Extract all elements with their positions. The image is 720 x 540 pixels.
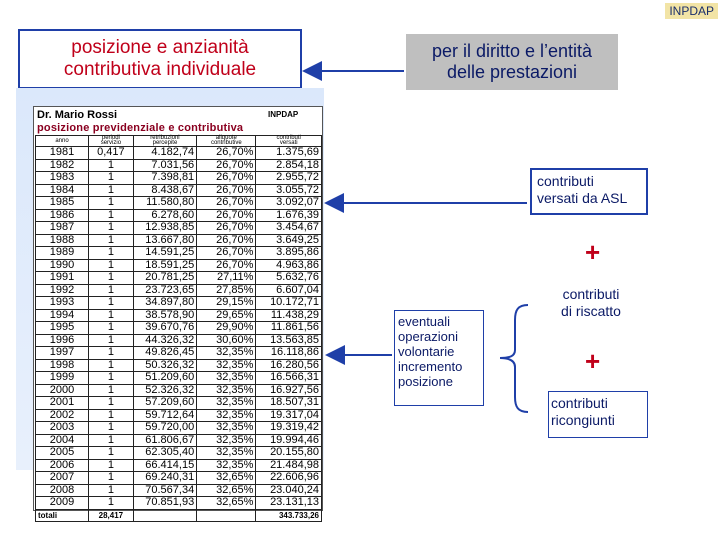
period-cell: 1	[89, 284, 134, 297]
contribution-cell: 23.040,24	[256, 484, 322, 497]
column-header-line2: contributive	[210, 140, 242, 146]
salary-cell: 44.326,32	[133, 334, 196, 347]
period-cell: 1	[89, 297, 134, 310]
rate-cell: 29,90%	[197, 322, 256, 335]
contribution-cell: 2.955,72	[256, 172, 322, 185]
salary-cell: 8.438,67	[133, 184, 196, 197]
rate-cell: 32,35%	[197, 347, 256, 360]
contribution-cell: 21.484,98	[256, 459, 322, 472]
totals-contrib: 343.733,26	[256, 509, 322, 522]
salary-cell: 23.723,65	[133, 284, 196, 297]
period-cell: 1	[89, 184, 134, 197]
salary-cell: 38.578,90	[133, 309, 196, 322]
year-cell: 1995	[36, 322, 89, 335]
period-cell: 1	[89, 384, 134, 397]
column-header-line1: retribuzioni	[150, 135, 180, 141]
volontarie-line: operazioni	[398, 329, 458, 344]
period-cell: 1	[89, 422, 134, 435]
rate-cell: 32,35%	[197, 359, 256, 372]
salary-cell: 6.278,60	[133, 209, 196, 222]
year-cell: 2006	[36, 459, 89, 472]
salary-cell: 12.938,85	[133, 222, 196, 235]
rate-cell: 27,11%	[197, 272, 256, 285]
contribution-cell: 6.607,04	[256, 284, 322, 297]
contribution-cell: 3.454,67	[256, 222, 322, 235]
period-cell: 1	[89, 234, 134, 247]
period-cell: 1	[89, 309, 134, 322]
year-cell: 1983	[36, 172, 89, 185]
period-cell: 1	[89, 447, 134, 460]
year-cell: 2002	[36, 409, 89, 422]
year-cell: 2009	[36, 497, 89, 510]
rate-cell: 26,70%	[197, 222, 256, 235]
contribution-cell: 16.566,31	[256, 372, 322, 385]
rate-cell: 32,35%	[197, 447, 256, 460]
contribution-cell: 3.092,07	[256, 197, 322, 210]
rate-cell: 32,35%	[197, 434, 256, 447]
column-header-line1: contributi	[276, 135, 301, 141]
period-cell: 1	[89, 359, 134, 372]
salary-cell: 70.567,34	[133, 484, 196, 497]
contribution-cell: 11.861,56	[256, 322, 322, 335]
period-cell: 1	[89, 434, 134, 447]
year-cell: 1994	[36, 309, 89, 322]
year-cell: 1982	[36, 159, 89, 172]
inpdap-corner-tag: INPDAP	[665, 3, 718, 19]
salary-cell: 13.667,80	[133, 234, 196, 247]
period-cell: 1	[89, 347, 134, 360]
rate-cell: 32,35%	[197, 384, 256, 397]
salary-cell: 59.720,00	[133, 422, 196, 435]
year-cell: 1984	[36, 184, 89, 197]
year-cell: 2003	[36, 422, 89, 435]
salary-cell: 66.414,15	[133, 459, 196, 472]
salary-cell: 62.305,40	[133, 447, 196, 460]
year-cell: 2007	[36, 472, 89, 485]
contribution-cell: 1.375,69	[256, 147, 322, 160]
contribution-cell: 16.927,56	[256, 384, 322, 397]
sheet-subtitle: posizione previdenziale e contributiva	[37, 122, 244, 134]
period-cell: 1	[89, 497, 134, 510]
column-header-line1: anno	[55, 137, 69, 144]
year-cell: 1985	[36, 197, 89, 210]
salary-cell: 57.209,60	[133, 397, 196, 410]
contribution-cell: 19.994,46	[256, 434, 322, 447]
year-cell: 1991	[36, 272, 89, 285]
rate-cell: 32,35%	[197, 397, 256, 410]
year-cell: 1988	[36, 234, 89, 247]
volontarie-line: volontarie	[398, 344, 455, 359]
contribution-cell: 18.507,31	[256, 397, 322, 410]
rate-cell: 26,70%	[197, 259, 256, 272]
year-cell: 1996	[36, 334, 89, 347]
period-cell: 1	[89, 459, 134, 472]
contribution-cell: 10.172,71	[256, 297, 322, 310]
period-cell: 1	[89, 322, 134, 335]
period-cell: 1	[89, 159, 134, 172]
contribution-cell: 13.563,85	[256, 334, 322, 347]
contribution-cell: 1.676,39	[256, 209, 322, 222]
contribution-cell: 3.055,72	[256, 184, 322, 197]
plus-sign-2: +	[585, 346, 601, 376]
curly-brace-icon	[500, 305, 528, 412]
period-cell: 1	[89, 172, 134, 185]
year-cell: 2000	[36, 384, 89, 397]
contribution-cell: 3.895,86	[256, 247, 322, 260]
rate-cell: 26,70%	[197, 184, 256, 197]
salary-cell: 14.591,25	[133, 247, 196, 260]
column-header-line1: periodi	[101, 135, 120, 141]
salary-cell: 70.851,93	[133, 497, 196, 510]
period-cell: 1	[89, 484, 134, 497]
rate-cell: 29,15%	[197, 297, 256, 310]
box-asl-line1: contributi	[537, 173, 594, 189]
contribution-cell: 3.649,25	[256, 234, 322, 247]
salary-cell: 52.326,32	[133, 384, 196, 397]
year-cell: 2008	[36, 484, 89, 497]
year-cell: 1986	[36, 209, 89, 222]
year-cell: 2001	[36, 397, 89, 410]
ricongiunti-line1: contributi	[551, 395, 608, 411]
rate-cell: 32,65%	[197, 484, 256, 497]
period-cell: 0,417	[89, 147, 134, 160]
column-header-line2: versati	[279, 140, 298, 146]
year-cell: 1998	[36, 359, 89, 372]
plus-sign-1: +	[585, 237, 601, 267]
salary-cell: 69.240,31	[133, 472, 196, 485]
salary-cell: 20.781,25	[133, 272, 196, 285]
box-posizione-line2: contributiva individuale	[63, 59, 257, 80]
contribution-cell: 16.118,86	[256, 347, 322, 360]
contribution-cell: 22.606,96	[256, 472, 322, 485]
rate-cell: 32,35%	[197, 459, 256, 472]
year-cell: 2005	[36, 447, 89, 460]
rate-cell: 32,35%	[197, 422, 256, 435]
contribution-cell: 16.280,56	[256, 359, 322, 372]
salary-cell: 4.182,74	[133, 147, 196, 160]
column-header-line2: servizio	[100, 140, 122, 146]
period-cell: 1	[89, 247, 134, 260]
contribution-cell: 5.632,76	[256, 272, 322, 285]
year-cell: 1990	[36, 259, 89, 272]
rate-cell: 32,65%	[197, 497, 256, 510]
contribution-cell: 23.131,13	[256, 497, 322, 510]
rate-cell: 32,65%	[197, 472, 256, 485]
year-cell: 2004	[36, 434, 89, 447]
year-cell: 1981	[36, 147, 89, 160]
contribution-cell: 2.854,18	[256, 159, 322, 172]
riscatto-line2: di riscatto	[561, 303, 621, 319]
salary-cell: 39.670,76	[133, 322, 196, 335]
rate-cell: 26,70%	[197, 234, 256, 247]
contribution-cell: 19.317,04	[256, 409, 322, 422]
salary-cell: 49.826,45	[133, 347, 196, 360]
period-cell: 1	[89, 397, 134, 410]
period-cell: 1	[89, 409, 134, 422]
contribution-cell: 20.155,80	[256, 447, 322, 460]
salary-cell: 59.712,64	[133, 409, 196, 422]
rate-cell: 26,70%	[197, 147, 256, 160]
sheet-logo: INPDAP	[268, 110, 299, 119]
year-cell: 1993	[36, 297, 89, 310]
period-cell: 1	[89, 472, 134, 485]
period-cell: 1	[89, 259, 134, 272]
volontarie-line: incremento	[398, 359, 463, 374]
contribution-cell: 11.438,29	[256, 309, 322, 322]
year-cell: 1999	[36, 372, 89, 385]
year-cell: 1997	[36, 347, 89, 360]
salary-cell: 7.031,56	[133, 159, 196, 172]
column-header-line2: percepite	[152, 140, 178, 146]
box-posizione-line1: posizione e anzianità	[71, 37, 249, 58]
salary-cell: 34.897,80	[133, 297, 196, 310]
box-asl-line2: versati da ASL	[537, 190, 628, 206]
volontarie-line: eventuali	[398, 314, 451, 329]
box-diritto-line1: per il diritto e l’entità	[431, 41, 593, 61]
rate-cell: 27,85%	[197, 284, 256, 297]
salary-cell: 7.398,81	[133, 172, 196, 185]
rate-cell: 26,70%	[197, 197, 256, 210]
period-cell: 1	[89, 222, 134, 235]
contribution-cell: 4.963,86	[256, 259, 322, 272]
volontarie-line: posizione	[398, 374, 453, 389]
period-cell: 1	[89, 334, 134, 347]
column-header-line1: aliquote	[215, 135, 237, 141]
period-cell: 1	[89, 209, 134, 222]
rate-cell: 30,60%	[197, 334, 256, 347]
box-diritto-line2: delle prestazioni	[446, 62, 578, 82]
salary-cell: 50.326,32	[133, 359, 196, 372]
rate-cell: 32,35%	[197, 372, 256, 385]
sheet-person-name: Dr. Mario Rossi	[37, 109, 118, 121]
year-cell: 1989	[36, 247, 89, 260]
totals-periods: 28,417	[89, 509, 134, 522]
period-cell: 1	[89, 372, 134, 385]
salary-cell: 18.591,25	[133, 259, 196, 272]
salary-cell: 51.209,60	[133, 372, 196, 385]
riscatto-line1: contributi	[562, 286, 620, 302]
ricongiunti-line2: ricongiunti	[551, 412, 615, 428]
rate-cell: 26,70%	[197, 209, 256, 222]
rate-cell: 26,70%	[197, 172, 256, 185]
rate-cell: 26,70%	[197, 247, 256, 260]
contribution-cell: 19.319,42	[256, 422, 322, 435]
rate-cell: 29,65%	[197, 309, 256, 322]
rate-cell: 32,35%	[197, 409, 256, 422]
salary-cell: 11.580,80	[133, 197, 196, 210]
year-cell: 1987	[36, 222, 89, 235]
year-cell: 1992	[36, 284, 89, 297]
salary-cell: 61.806,67	[133, 434, 196, 447]
period-cell: 1	[89, 272, 134, 285]
period-cell: 1	[89, 197, 134, 210]
totals-label: totali	[36, 509, 89, 522]
rate-cell: 26,70%	[197, 159, 256, 172]
